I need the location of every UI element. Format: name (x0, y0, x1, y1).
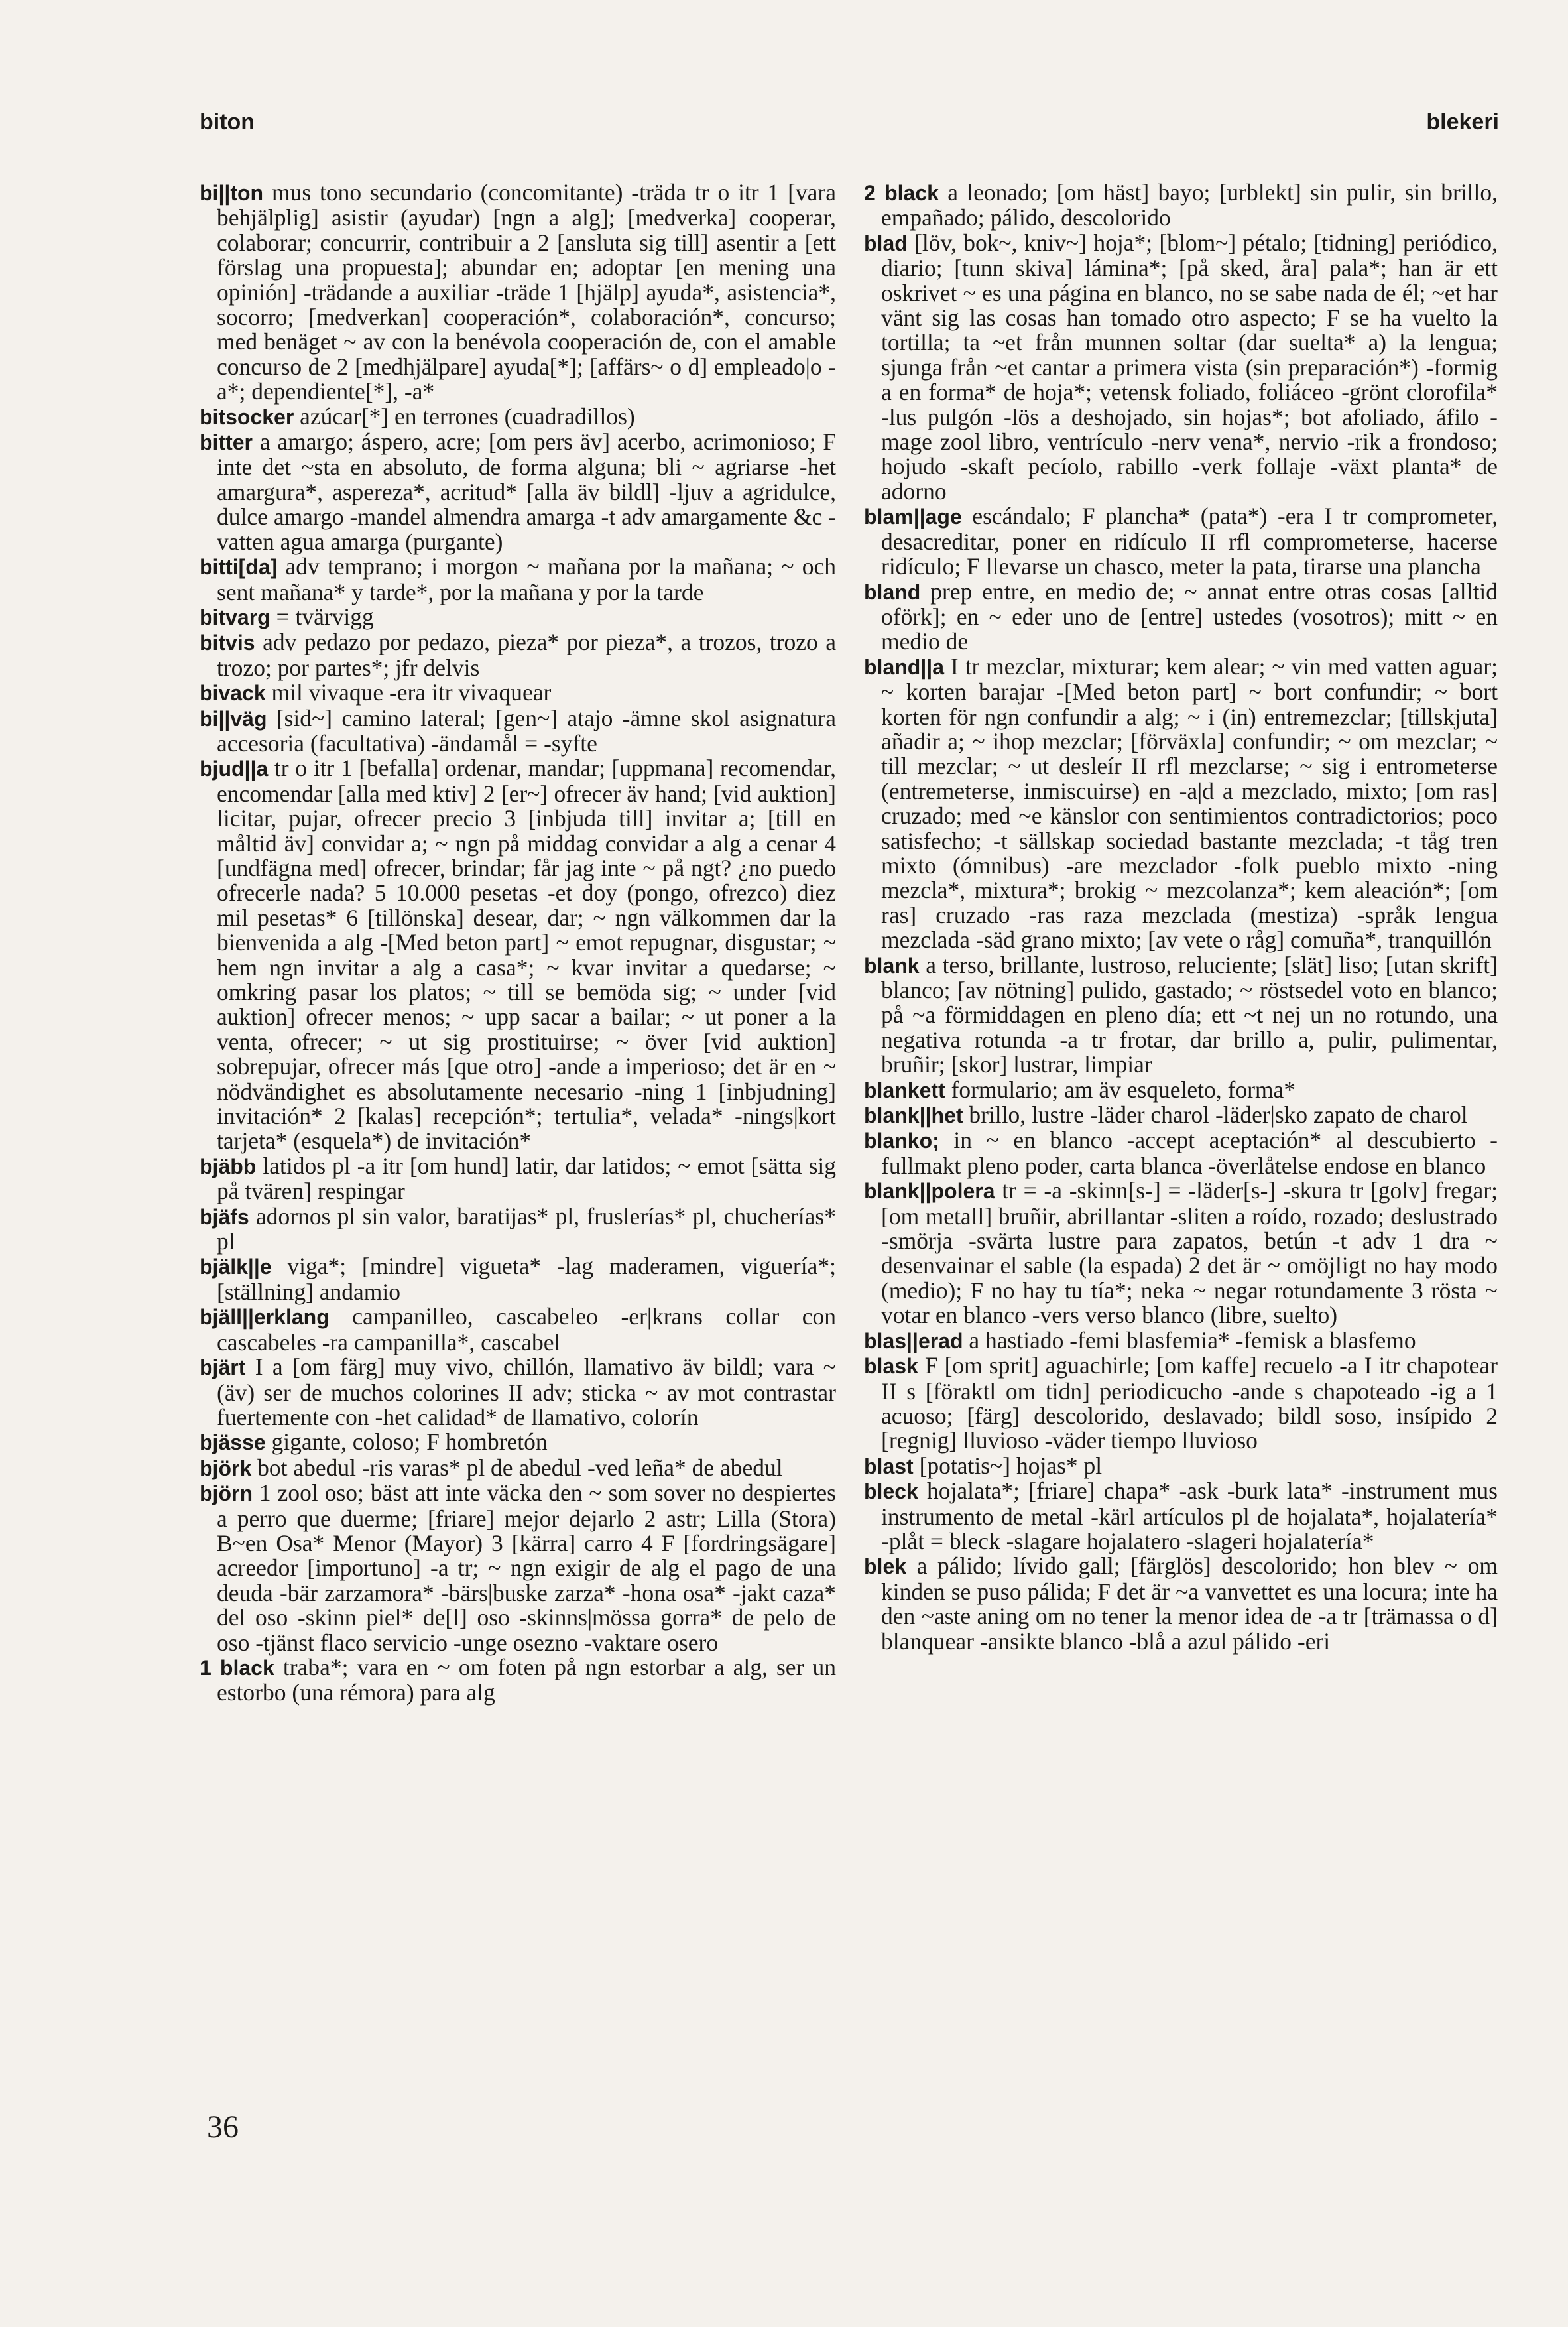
entry-definition: campanilleo, cascabeleo -er|krans collar con cascabeles -ra campanilla*, cascabel (217, 1303, 836, 1355)
dictionary-entry (200, 756, 836, 1154)
entry-headword: bjärt (200, 1355, 246, 1380)
dictionary-entry (200, 180, 836, 405)
entry-definition: a terso, brillante, lustroso, reluciente; [slät] liso; [utan skrift] blanco; [av nötning] pulido, gastado; ~ röstsedel voto en blanco; på ~a förmiddagen en pleno día; ett ~t nej un no rotundo, una negativa rotunda -a tr frotar, dar brillo a, pulir, pulimentar, bruñir; [skor] lustrar, limpiar (881, 951, 1498, 1078)
entry-headword: björn (200, 1481, 253, 1506)
entry-headword: blam||age (864, 505, 962, 529)
entry-definition: adv temprano; i morgon ~ mañana por la mañana; ~ och sent mañana* y tarde*, por la mañana y por la tarde (217, 553, 836, 605)
entry-headword: björk (200, 1456, 252, 1480)
entry-definition: F [om sprit] aguachirle; [om kaffe] recuelo -a I itr chapotear II s [föraktl om tidn] periodicucho -ande s chapoteado -ig a 1 acuoso; [färg] descolorido, deslavado; bildl soso, insípido 2 [regnig] lluvioso -väder tiempo lluvioso (881, 1352, 1498, 1454)
dictionary-entry (200, 1355, 836, 1430)
entry-definition: adornos pl sin valor, baratijas* pl, fruslerías* pl, chucherías* pl (217, 1202, 836, 1255)
entry-definition: hojalata*; [friare] chapa* -ask -burk lata* -instrument mus instrumento de metal -kärl artículos pl de hojalata*, hojalatería* -plåt = bleck -slagare hojalatero -slageri hojalatería* (881, 1478, 1498, 1554)
entry-definition: in ~ en blanco -accept aceptación* al descubierto -fullmakt pleno poder, carta blanca -överlåtelse endose en blanco (881, 1127, 1498, 1179)
entry-headword: blank||het (864, 1103, 963, 1128)
entry-definition: bot abedul -ris varas* pl de abedul -ved leña* de abedul (251, 1454, 783, 1481)
dictionary-entry (864, 1178, 1498, 1328)
entry-headword: blank||polera (864, 1179, 995, 1204)
entry-definition: a leonado; [om häst] bayo; [urblekt] sin pulir, sin brillo, empañado; pálido, descolorido (881, 179, 1498, 231)
dictionary-entry (200, 554, 836, 605)
entry-definition: latidos pl -a itr [om hund] latir, dar latidos; ~ emot [sätta sig på tvären] respingar (217, 1152, 836, 1205)
guide-word-left: biton (200, 109, 255, 135)
dictionary-entry (200, 1456, 836, 1481)
entry-definition: gigante, coloso; F hombretón (265, 1428, 548, 1456)
entry-headword: blast (864, 1454, 914, 1478)
dictionary-entry (200, 1430, 836, 1455)
guide-word-right: blekeri (1426, 109, 1499, 135)
entry-headword: bjäll||erklang (200, 1305, 330, 1330)
entry-definition: tr o itr 1 [befalla] ordenar, mandar; [uppmana] recomendar, encomendar [alla med ktiv] 2 [er~] ofrecer äv hand; [vid auktion] licitar, pujar, ofrecer precio 3 [inbjuda till] invitar a; [till en måltid äv] convidar a; ~ ngn på middag convidar a alg a cenar 4 [undfägna med] ofrecer, brindar; får jag inte ~ på ngt? ¿no puedo ofrecerle nada? 5 10.000 pesetas -et doy (pongo, ofrezco) diez mil pesetas* 6 [tillönska] desear, dar; ~ ngn välkommen dar la bienvenida a alg -[Med beton part] ~ emot repugnar, disgustar; ~ hem ngn invitar a alg a casa*; ~ kvar invitar a quedarse; ~ omkring pasar los platos; ~ till se bemöda sig; ~ under [vid auktion] ofrecer menos; ~ upp sacar a bailar; ~ ut poner a la venta, ofrecer; ~ ut sig prostituirse; ~ över [vid auktion] sobrepujar, ofrecer más [que otro] -ande a imperioso; det är en ~ nödvändighet es absolutamente necesario -ning 1 [inbjudning] invitación* 2 [kalas] recepción*; tertulia*, velada* -nings|kort tarjeta* (esquela*) de invitación* (217, 755, 836, 1155)
entry-definition: I tr mezclar, mixturar; kem alear; ~ vin med vatten aguar; ~ korten barajar -[Med beton part] ~ bort confundir; ~ bort korten för ngn confundir a alg; ~ i (in) entremezclar; [tillskjuta] añadir a; ~ ihop mezclar; [förväxla] confundir; ~ om mezclar; ~ till mezclar; ~ ut desleír II rfl mezclarse; ~ sig i entrometerse (entremeterse, inmiscuirse) en -a|d a mezclado, mixto; [om ras] cruzado; med ~e känslor con sentimientos contradictorios; poco satisfecho; -t sällskap sociedad bastante mezclada; -t tåg tren mixto (ómnibus) -are mezclador -folk pueblo mixto -ning mezcla*, mixtura*; brokig ~ mezcolanza*; kem aleación*; [om ras] cruzado -ras raza mezclada (mestiza) -språk lengua mezclada -säd grano mixto; [av vete o råg] comuña*, tranquillón (881, 653, 1498, 954)
entry-definition: viga*; [mindre] vigueta* -lag maderamen, viguería*; [ställning] andamio (217, 1253, 836, 1305)
entry-headword: blanko; (864, 1129, 939, 1153)
entry-definition: a amargo; áspero, acre; [om pers äv] acerbo, acrimonioso; F inte det ~sta en absoluto, de forma alguna; bli ~ agriarse -het amargura*, aspereza*, acritud* [alla äv bildl] -ljuv a agridulce, dulce amargo -mandel almendra amarga -t adv amargamente &c -vatten agua amarga (purgante) (217, 428, 836, 555)
entry-headword: bjälk||e (200, 1255, 272, 1279)
entry-definition: a hastiado -femi blasfemia* -femisk a blasfemo (963, 1326, 1416, 1353)
entry-headword: blankett (864, 1078, 945, 1102)
entry-definition: azúcar[*] en terrones (cuadradillos) (294, 403, 635, 430)
entry-definition: traba*; vara en ~ om foten på ngn estorbar a alg, ser un estorbo (una rémora) para alg (217, 1653, 836, 1706)
entry-headword: bjäbb (200, 1154, 257, 1178)
dictionary-entry (200, 680, 836, 706)
page-number: 36 (207, 2109, 239, 2145)
dictionary-entry (200, 630, 836, 680)
dictionary-entry (200, 1655, 836, 1706)
entry-definition: tr = -a -skinn[s-] = -läder[s-] -skura tr [golv] fregar; [om metall] bruñir, abrillantar -sliten a roído, rozado; deslustrado -smörja -svärta lustre para zapatos, betún -t adv 1 dra ~ desenvainar el sable (la espada) 2 det är ~ omöjligt no hay modo (medio); F no hay tu tía*; neka ~ negar rotundamente 3 rösta ~ votar en blanco -vers verso blanco (libre, suelto) (881, 1177, 1498, 1329)
dictionary-entry (864, 1078, 1498, 1103)
dictionary-entry (200, 1304, 836, 1355)
dictionary-entry (864, 580, 1498, 655)
entry-headword: bi||ton (200, 181, 264, 205)
entry-headword: blank (864, 953, 920, 977)
dictionary-entry (864, 504, 1498, 579)
dictionary-entry (864, 1103, 1498, 1128)
entry-headword: blek (864, 1554, 907, 1579)
entry-headword: bleck (864, 1479, 918, 1504)
dictionary-entry (200, 405, 836, 430)
dictionary-entry (200, 1254, 836, 1304)
dictionary-entry (864, 953, 1498, 1078)
entry-definition: = tvärvigg (270, 603, 374, 630)
entry-headword: blask (864, 1354, 918, 1379)
dictionary-entry (864, 1128, 1498, 1178)
entry-headword: bitsocker (200, 405, 294, 429)
entry-headword: bitti[da] (200, 555, 278, 580)
entry-headword: bitvarg (200, 605, 271, 629)
dictionary-entry (200, 430, 836, 554)
right-column (864, 180, 1498, 1654)
entry-definition: mus tono secundario (concomitante) -träda tr o itr 1 [vara behjälplig] asistir (ayudar) [ngn a alg]; [medverka] cooperar, colaborar; concurrir, contribuir a 2 [ansluta sig till] asentir a [ett förslag una propuesta]; abundar en; adoptar [en mening una opinión] -trädande a auxiliar -träde 1 [hjälp] ayuda*, asistencia*, socorro; [medverkan] cooperación*, colaboración*, concurso; med benäget ~ av con la benévola cooperación de, con el amable concurso de 2 [medhjälpare] ayuda[*]; [affärs~ o d] empleado|o -a*; dependiente[*], -a* (217, 179, 836, 405)
dictionary-entry (200, 1154, 836, 1204)
dictionary-entry (200, 1481, 836, 1655)
entry-definition: a pálido; lívido gall; [färglös] descolorido; hon blev ~ om kinden se puso pálida; F det är ~a vanvettet es una locura; inte ha den ~aste aning om no tener la menor idea de -a tr [trämassa o d] blanquear -ansikte blanco -blå a azul pálido -eri (881, 1552, 1498, 1655)
entry-definition: 1 zool oso; bäst att inte väcka den ~ som sover no despiertes a perro que duerme; [friare] mejor dejarlo 2 astr; Lilla (Stora) B~en Osa* Menor (Mayor) 3 [kärra] carro 4 F [fordringsägare] acreedor [importuno] -a tr; ~ ngn exigir de alg el pago de una deuda -bär zarzamora* -bärs|buske zarza* -hona osa* -jakt caza* del oso -skinn piel* de[l] oso -skinns|mössa gorra* de pelo de oso -tjänst flaco servicio -unge osezno -vaktare osero (217, 1479, 836, 1656)
dictionary-entry (864, 1479, 1498, 1554)
entry-headword: bjässe (200, 1430, 266, 1455)
dictionary-entry (200, 706, 836, 757)
entry-headword: 2 black (864, 181, 939, 205)
entry-headword: bland||a (864, 655, 945, 679)
dictionary-entry (200, 1204, 836, 1255)
dictionary-entry (864, 655, 1498, 953)
entry-definition: I a [om färg] muy vivo, chillón, llamativo äv bildl; vara ~ (äv) ser de muchos colorines II adv; sticka ~ av mot contrastar fuertemente con -het calidad* de llamativo, colorín (217, 1353, 836, 1430)
entry-headword: bland (864, 580, 921, 604)
left-column (200, 180, 836, 1706)
entry-definition: adv pedazo por pedazo, pieza* por pieza*, a trozos, trozo a trozo; por partes*; jfr delvis (217, 629, 836, 681)
entry-definition: [sid~] camino lateral; [gen~] atajo -ämne skol asignatura accesoria (facultativa) -ändamål = -syfte (217, 704, 836, 757)
dictionary-entry (864, 1454, 1498, 1479)
entry-definition: mil vivaque -era itr vivaquear (265, 679, 552, 706)
entry-headword: blas||erad (864, 1328, 963, 1353)
entry-definition: brillo, lustre -läder charol -läder|sko zapato de charol (963, 1101, 1468, 1129)
entry-definition: [potatis~] hojas* pl (913, 1452, 1103, 1479)
entry-headword: bi||väg (200, 706, 267, 731)
entry-headword: bitter (200, 430, 253, 455)
entry-headword: blad (864, 231, 908, 255)
entry-headword: bjäfs (200, 1204, 249, 1229)
dictionary-entry (200, 605, 836, 630)
entry-definition: prep entre, en medio de; ~ annat entre otras cosas [alltid oförk]; en ~ eder uno de [entre] ustedes (vosotros); mitt ~ en medio de (881, 578, 1498, 655)
entry-headword: 1 black (200, 1655, 274, 1680)
entry-definition: escándalo; F plancha* (pata*) -era I tr comprometer, desacreditar, poner en ridículo II rfl comprometerse, hacerse ridículo; F llevarse un chasco, meter la pata, tirarse una plancha (881, 503, 1498, 580)
entry-headword: bivack (200, 681, 266, 706)
dictionary-entry (864, 1554, 1498, 1654)
entry-definition: [löv, bok~, kniv~] hoja*; [blom~] pétalo; [tidning] periódico, diario; [tunn skiva] lámina*; [på sked, åra] pala*; han är ett oskrivet ~ es una página en blanco, no se sabe nada de él; ~et har vänt sig las cosas han tomado otro aspecto; F se ha vuelto la tortilla; ta ~et från munnen soltar (dar suelta* a) la lengua; sjunga från ~et cantar a primera vista (sin preparación*) -formig a en forma* de hoja*; vetensk foliado, foliáceo -grönt clorofila* -lus pulgón -lös a deshojado, sin hojas*; bot afoliado, áfilo -mage zool libro, ventrículo -nerv vena*, nervio -rik a frondoso; hojudo -skaft pecíolo, rabillo -verk follaje -växt planta* de adorno (881, 229, 1498, 505)
dictionary-entry (864, 180, 1498, 231)
dictionary-entry (864, 1328, 1498, 1353)
dictionary-entry (864, 1353, 1498, 1454)
entry-definition: formulario; am äv esqueleto, forma* (945, 1076, 1296, 1103)
entry-headword: bjud||a (200, 757, 269, 781)
entry-headword: bitvis (200, 631, 255, 655)
dictionary-entry (864, 231, 1498, 504)
